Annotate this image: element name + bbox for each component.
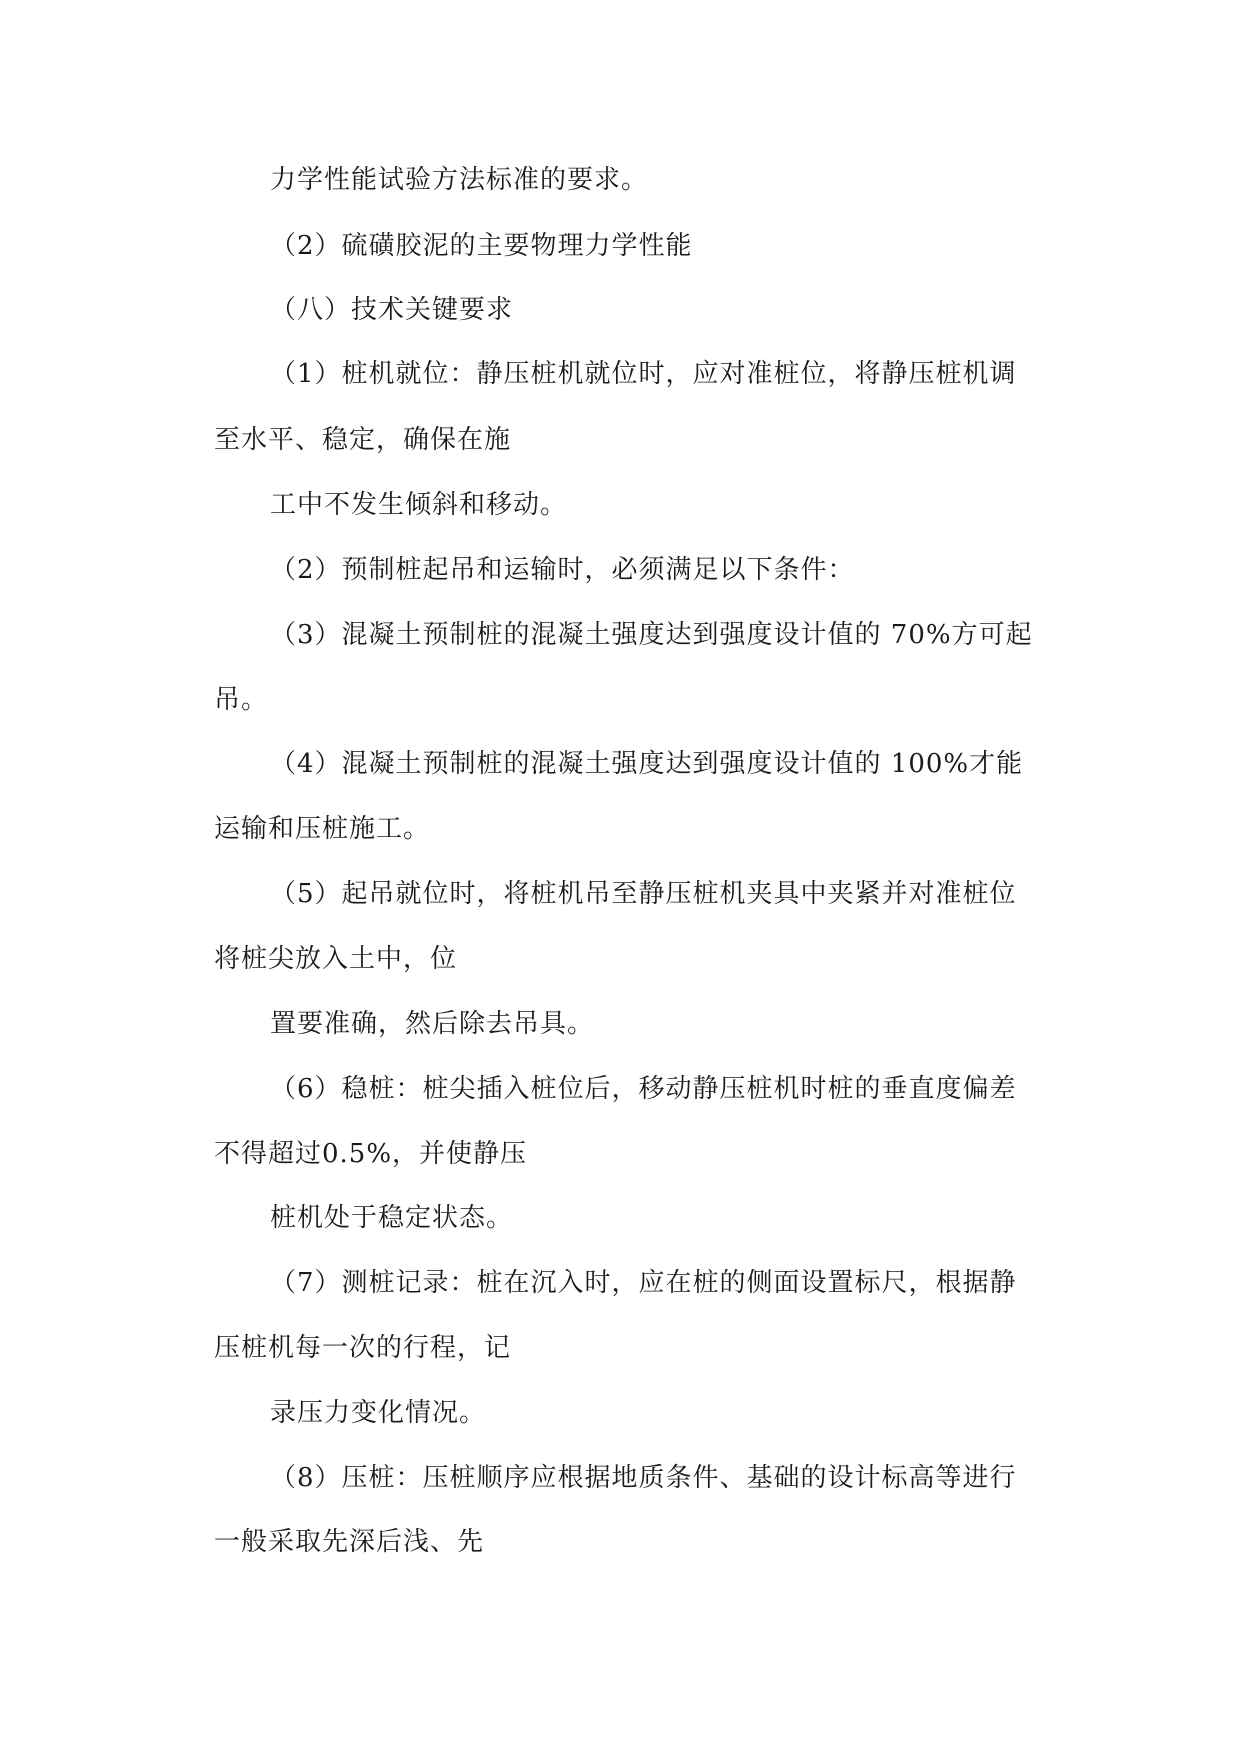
text-line: （3）混凝土预制桩的混凝土强度达到强度设计值的 70%方可起 xyxy=(270,620,1033,650)
text-line: （8）压桩：压桩顺序应根据地质条件、基础的设计标高等进行 xyxy=(270,1463,1017,1493)
text-line: 运输和压桩施工。 xyxy=(214,814,431,844)
text-line: 力学性能试验方法标准的要求。 xyxy=(270,165,649,195)
text-line: 工中不发生倾斜和移动。 xyxy=(270,490,568,520)
section-heading: （八）技术关键要求 xyxy=(270,295,514,325)
text-line: 至水平、稳定，确保在施 xyxy=(214,425,512,455)
text-line: 将桩尖放入土中，位 xyxy=(214,944,458,974)
text-line: 不得超过0.5%，并使静压 xyxy=(214,1139,528,1169)
text-line: 吊。 xyxy=(214,685,269,715)
text-line: （5）起吊就位时，将桩机吊至静压桩机夹具中夹紧并对准桩位 xyxy=(270,879,1017,909)
text-line: （7）测桩记录：桩在沉入时，应在桩的侧面设置标尺，根据静 xyxy=(270,1268,1017,1298)
text-line: 一般采取先深后浅、先 xyxy=(214,1527,485,1557)
text-line: （4）混凝土预制桩的混凝土强度达到强度设计值的 100%才能 xyxy=(270,749,1024,779)
text-line: （2）预制桩起吊和运输时，必须满足以下条件： xyxy=(270,555,855,585)
text-line: 置要准确，然后除去吊具。 xyxy=(270,1009,595,1039)
text-line: 桩机处于稳定状态。 xyxy=(270,1203,514,1233)
text-line: （2）硫磺胶泥的主要物理力学性能 xyxy=(270,231,693,261)
text-line: （6）稳桩：桩尖插入桩位后，移动静压桩机时桩的垂直度偏差 xyxy=(270,1074,1017,1104)
text-line: 录压力变化情况。 xyxy=(270,1398,487,1428)
text-line: 压桩机每一次的行程，记 xyxy=(214,1333,512,1363)
text-line: （1）桩机就位：静压桩机就位时，应对准桩位，将静压桩机调 xyxy=(270,359,1017,389)
